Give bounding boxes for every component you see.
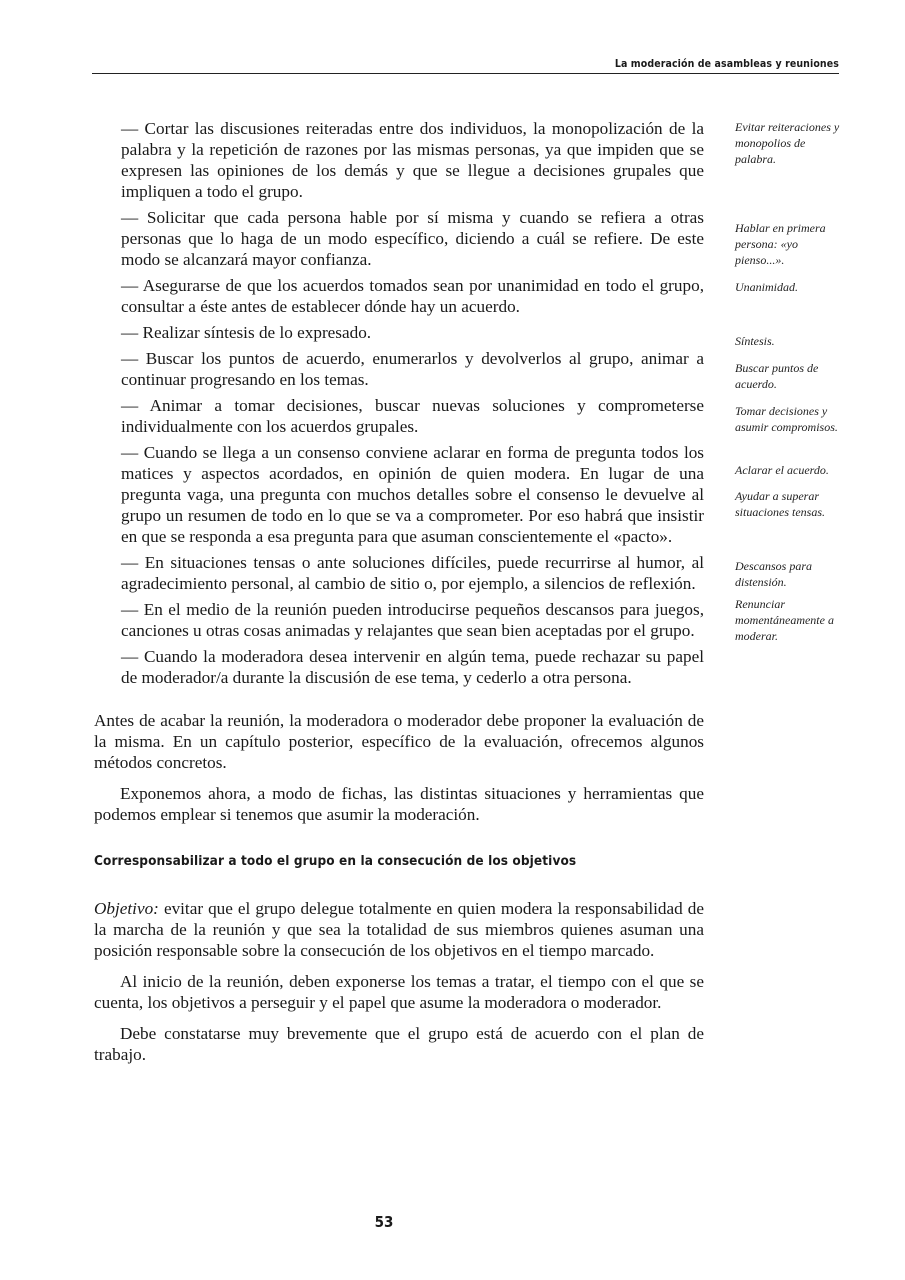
list-item: — Asegurarse de que los acuerdos tomados sean por unanimidad en todo el grupo, consultar a éste antes de establecer dónde hay un acuerdo. — [121, 276, 704, 316]
main-text-column — [94, 118, 704, 1075]
objective-paragraph — [94, 898, 704, 961]
list-item: — Solicitar que cada persona hable por sí misma y cuando se refiera a otras personas que lo haga de un modo específico, diciendo a cuál se refiere. De este modo se alcanzará mayor confianza. — [121, 208, 704, 269]
margin-note: Buscar puntos de acuerdo. — [735, 361, 819, 391]
section-heading: Corresponsabilizar a todo el grupo en la consecución de los objetivos — [94, 853, 577, 869]
list-item: — Cuando se llega a un consenso conviene aclarar en forma de pregunta todos los matices y aspectos acordados, en opinión de quien modera. En lugar de una pregunta vaga, una pregunta con muchos detalles sobre el consenso le devuelve al grupo un resumen de todo en lo que se va a comprometer. Por eso habrá que insistir en que se responda a esa pregunta para que asuman conscientemente el «pacto». — [121, 443, 704, 546]
list-item: — En el medio de la reunión pueden introducirse pequeños descansos para juegos, canciones u otras cosas animadas y relajantes que sean bien aceptadas por el grupo. — [121, 600, 704, 640]
margin-note: Hablar en primera persona: «yo pienso...». — [735, 221, 826, 267]
evaluation-paragraph: Antes de acabar la reunión, la moderadora o moderador debe proponer la evaluación de la misma. En un capítulo posterior, específico de la evaluación, ofrecemos algunos métodos concretos. — [94, 711, 704, 772]
objective-label: Objetivo: — [94, 899, 159, 918]
list-item: — Animar a tomar decisiones, buscar nuevas soluciones y comprometerse individualmente con los acuerdos grupales. — [121, 396, 704, 436]
margin-note: Evitar reiteraciones y monopolios de palabra. — [735, 120, 840, 166]
list-item: — Realizar síntesis de lo expresado. — [121, 323, 372, 342]
margin-note: Ayudar a superar situaciones tensas. — [735, 489, 825, 519]
margin-note: Unanimidad. — [735, 280, 798, 294]
margin-note: Aclarar el acuerdo. — [735, 463, 829, 477]
fichas-paragraph: Exponemos ahora, a modo de fichas, las distintas situaciones y herramientas que podemos emplear si tenemos que asumir la moderación. — [94, 784, 704, 824]
agreement-paragraph: Debe constatarse muy brevemente que el grupo está de acuerdo con el plan de trabajo. — [94, 1024, 704, 1064]
page-number: 53 — [374, 1213, 394, 1231]
margin-note: Renunciar momentáneamente a moderar. — [735, 597, 834, 643]
list-item: — Cuando la moderadora desea intervenir en algún tema, puede rechazar su papel de moderador/a durante la discusión de ese tema, y cederlo a otra persona. — [121, 647, 704, 687]
bullet-list — [94, 118, 704, 688]
margin-note: Tomar decisiones y asumir compromisos. — [735, 404, 838, 434]
running-header: La moderación de asambleas y reuniones — [92, 58, 839, 74]
start-paragraph: Al inicio de la reunión, deben exponerse los temas a tratar, el tiempo con el que se cuenta, los objetivos a perseguir y el papel que asume la moderadora o moderador. — [94, 972, 704, 1012]
list-item: — Cortar las discusiones reiteradas entre dos individuos, la monopolización de la palabra y la repetición de razones por las mismas personas, ya que impiden que se expresen las opiniones de los demás y que se llegue a decisiones grupales que impliquen a todo el grupo. — [121, 119, 704, 201]
list-item: — Buscar los puntos de acuerdo, enumerarlos y devolverlos al grupo, animar a continuar progresando en los temas. — [121, 349, 704, 389]
margin-note: Síntesis. — [735, 334, 775, 348]
margin-note: Descansos para distensión. — [735, 559, 812, 589]
list-item: — En situaciones tensas o ante soluciones difíciles, puede recurrirse al humor, al agradecimiento personal, al cambio de sitio o, por ejemplo, a silencios de reflexión. — [121, 553, 704, 593]
objective-text: evitar que el grupo delegue totalmente en quien modera la responsabilidad de la marcha de la reunión y que sea la totalidad de sus miembros quienes asuman una posición responsable sobre la consecución de los objetivos en el tiempo marcado. — [94, 899, 704, 960]
